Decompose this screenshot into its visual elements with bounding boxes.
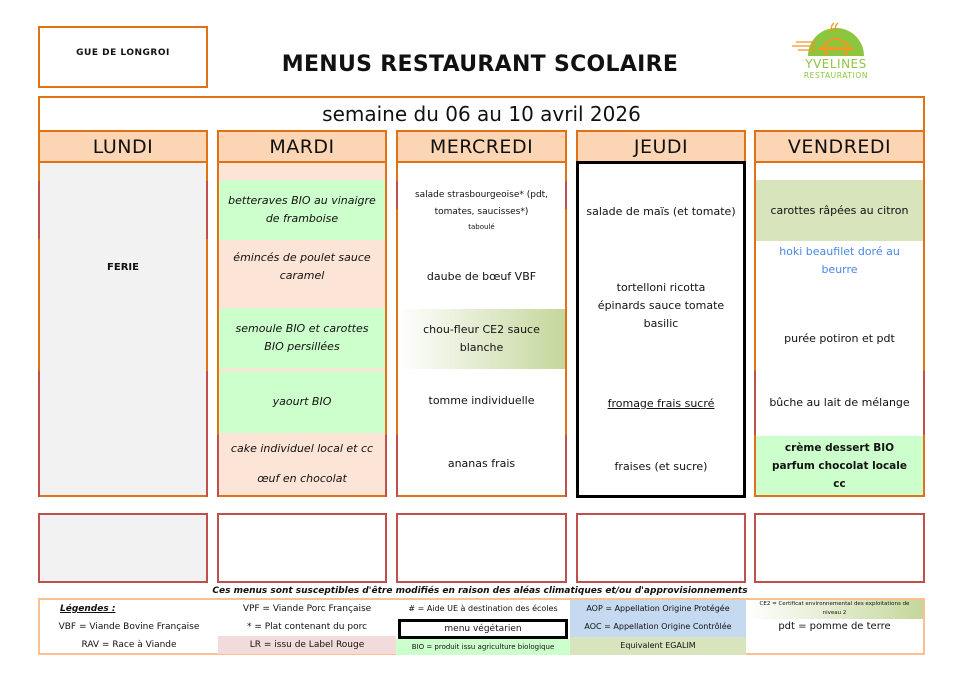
day-header-lundi: LUNDI — [38, 130, 208, 163]
day-header-mercredi: MERCREDI — [396, 130, 567, 163]
legend — [38, 598, 925, 655]
disclaimer-note: Ces menus sont susceptibles d'être modifiés en raison des aléas climatiques et/ou d'approvisionnements — [212, 586, 748, 596]
empty-box-jeudi — [576, 513, 746, 583]
column-lundi — [38, 163, 208, 497]
logo-text-yvelines: YVELINES — [805, 57, 867, 71]
row-marker — [396, 181, 398, 209]
legend-aide-ue: # = Aide UE à destination des écoles — [408, 604, 558, 613]
row-marker — [923, 371, 925, 435]
legend-egalim: Equivalent EGALIM — [570, 637, 746, 655]
menu-item-entree — [398, 175, 565, 245]
week-title: semaine du 06 au 10 avril 2026 — [38, 96, 925, 130]
dessert-line-1: cake individuel local et cc — [230, 442, 374, 455]
cloche-logo-icon — [788, 20, 884, 60]
menu-item-dessert: fraises (et sucre) — [614, 460, 708, 473]
empty-box-lundi — [38, 513, 208, 583]
legend-bio: BIO = produit issu agriculture biologique — [396, 639, 570, 655]
legend-menu-vegetarien: menu végétarien — [398, 619, 568, 639]
legend-vbf: VBF = Viande Bovine Française — [58, 622, 200, 632]
legend-pdt: pdt = pomme de terre — [778, 621, 891, 632]
logo-text-restauration: RESTAURATION — [803, 71, 869, 80]
row-marker — [217, 435, 219, 497]
menu-item-plat: tortelloni ricotta épinards sauce tomate basilic — [597, 281, 725, 330]
menu-item-plat: émincés de poulet sauce caramel — [219, 240, 385, 308]
yvelines-restauration-logo — [788, 20, 884, 84]
entree-option-1: salade strasbourgeoise* (pdt, tomates, saucisses*) — [414, 190, 549, 217]
menu-item-dessert — [219, 433, 385, 495]
menu-item-entree: salade de maïs (et tomate) — [586, 205, 736, 218]
menu-item-laitage: fromage frais sucré — [607, 397, 715, 410]
day-header-mardi: MARDI — [217, 130, 387, 163]
column-mardi — [217, 163, 387, 497]
column-mercredi — [396, 163, 567, 497]
school-name: GUE DE LONGROI — [76, 48, 170, 58]
row-marker — [38, 181, 40, 239]
legend-label-rouge: LR = issu de Label Rouge — [218, 636, 396, 654]
empty-box-vendredi — [754, 513, 925, 583]
row-marker — [206, 371, 208, 497]
entree-option-2: taboulé — [468, 223, 495, 231]
menu-item-dessert: crème dessert BIO parfum chocolat locale cc — [756, 436, 923, 495]
dessert-line-2: œuf en chocolat — [257, 472, 347, 485]
empty-box-mercredi — [396, 513, 567, 583]
day-header-vendredi: VENDREDI — [754, 130, 925, 163]
legend-title: Légendes : — [60, 604, 116, 614]
menu-item-entree: carottes râpées au citron — [756, 180, 923, 241]
legend-ce2: CE2 = Certificat environnemental des exploitations de niveau 2 — [746, 600, 923, 619]
row-marker — [565, 181, 567, 209]
legend-rav: RAV = Race à Viande — [81, 640, 177, 650]
menu-item-plat: hoki beaufilet doré au beurre — [779, 245, 900, 276]
school-name-box — [38, 26, 208, 88]
menu-item-accompagnement: semoule BIO et carottes BIO persillées — [219, 308, 385, 368]
menu-item-laitage: yaourt BIO — [219, 371, 385, 433]
page-title: MENUS RESTAURANT SCOLAIRE — [281, 52, 679, 77]
row-marker — [38, 371, 40, 497]
empty-box-mardi — [217, 513, 387, 583]
legend-porc: * = Plat contenant du porc — [246, 622, 368, 632]
menu-item-laitage: bûche au lait de mélange — [769, 396, 910, 409]
legend-aoc: AOC = Appellation Origine Contrôlée — [584, 622, 732, 631]
row-marker — [206, 181, 208, 239]
row-marker — [385, 435, 387, 497]
menu-item-laitage: tomme individuelle — [428, 394, 535, 407]
column-jeudi-vegetarien — [576, 161, 746, 498]
row-marker — [396, 435, 398, 497]
menu-item-plat: daube de bœuf VBF — [426, 270, 537, 283]
day-header-jeudi: JEUDI — [576, 130, 746, 163]
column-vendredi — [754, 163, 925, 497]
menu-item-accompagnement: purée potiron et pdt — [784, 332, 895, 345]
menu-item-entree: betteraves BIO au vinaigre de framboise — [219, 180, 385, 240]
menu-item-ferie: FERIE — [107, 262, 139, 273]
menu-item-dessert: ananas frais — [447, 457, 516, 470]
row-marker — [754, 371, 756, 435]
legend-aop: AOP = Appellation Origine Protégée — [570, 600, 746, 637]
legend-vpf: VPF = Viande Porc Française — [242, 604, 372, 614]
row-marker — [565, 435, 567, 497]
menu-item-accompagnement: chou-fleur CE2 sauce blanche — [398, 309, 565, 369]
